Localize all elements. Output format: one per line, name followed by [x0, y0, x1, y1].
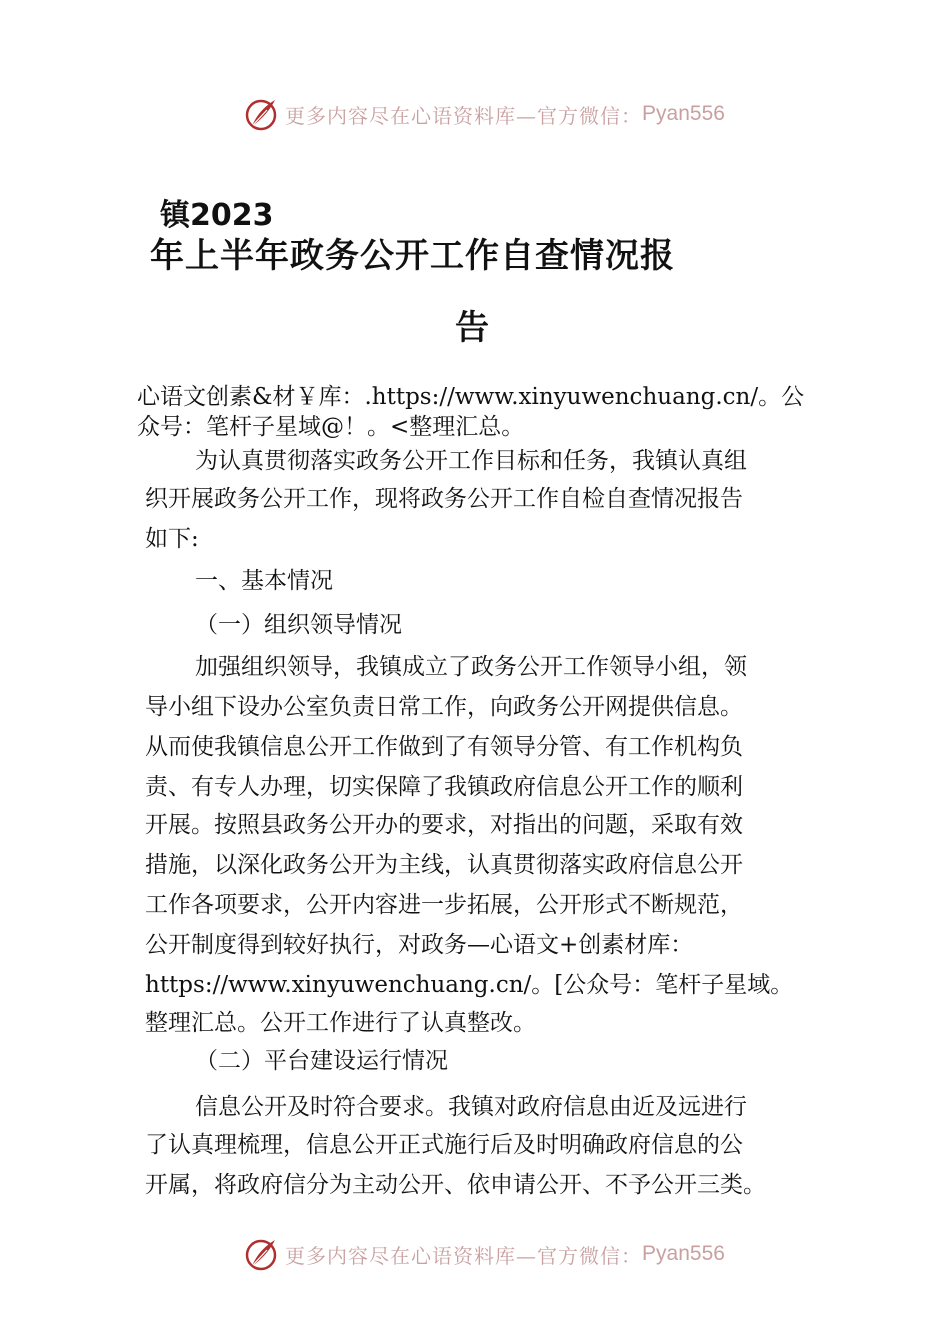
- header-banner: [0, 92, 950, 136]
- body-line: 开属，将政府信分为主动公开、依申请公开、不予公开三类。: [145, 1172, 766, 1198]
- banner-wechat-id: Pyan556: [642, 102, 725, 125]
- title-prefix: 镇2023: [160, 198, 274, 233]
- title-tail: 告: [455, 308, 489, 348]
- banner-text: 更多内容尽在心语资料库—官方微信：: [285, 1243, 643, 1268]
- body-line: 工作各项要求，公开内容进一步拓展，公开形式不断规范，: [145, 892, 743, 918]
- banner-text: 更多内容尽在心语资料库—官方微信：: [285, 103, 643, 128]
- body-line: https://www.xinyuwenchuang.cn/。[公众号：笔杆子星域。: [145, 972, 794, 998]
- pen-feather-logo-icon: [243, 96, 279, 132]
- subsection-heading: （二）平台建设运行情况: [195, 1048, 448, 1074]
- body-line: 众号：笔杆子星域@！。<整理汇总。: [137, 414, 525, 440]
- body-line: 加强组织领导，我镇成立了政务公开工作领导小组，领: [195, 654, 747, 680]
- body-line: 措施，以深化政务公开为主线，认真贯彻落实政府信息公开: [145, 852, 743, 878]
- banner-wechat-id: Pyan556: [642, 1242, 725, 1265]
- body-line: 开展。按照县政务公开办的要求，对指出的问题，采取有效: [145, 812, 743, 838]
- body-line: 整理汇总。公开工作进行了认真整改。: [145, 1010, 536, 1036]
- subsection-heading: （一）组织领导情况: [195, 612, 402, 638]
- body-line: 导小组下设办公室负责日常工作，向政务公开网提供信息。: [145, 694, 743, 720]
- body-line: 心语文创素&材￥库：.https://www.xinyuwenchuang.cn/。公: [137, 384, 805, 410]
- body-line: 责、有专人办理，切实保障了我镇政府信息公开工作的顺利: [145, 774, 743, 800]
- body-line: 了认真理梳理，信息公开正式施行后及时明确政府信息的公: [145, 1132, 743, 1158]
- body-line: 为认真贯彻落实政务公开工作目标和任务，我镇认真组: [195, 448, 747, 474]
- body-line: 如下:: [145, 526, 199, 552]
- body-line: 织开展政务公开工作，现将政务公开工作自检自查情况报告: [145, 486, 743, 512]
- footer-banner: [0, 1232, 950, 1276]
- body-line: 公开制度得到较好执行，对政务—心语文+创素材库：: [145, 932, 694, 958]
- section-heading: 一、基本情况: [195, 568, 333, 594]
- body-line: 信息公开及时符合要求。我镇对政府信息由近及远进行: [195, 1094, 747, 1120]
- page-title: 年上半年政务公开工作自查情况报: [150, 236, 675, 276]
- body-line: 从而使我镇信息公开工作做到了有领导分管、有工作机构负: [145, 734, 743, 760]
- pen-feather-logo-icon: [243, 1236, 279, 1272]
